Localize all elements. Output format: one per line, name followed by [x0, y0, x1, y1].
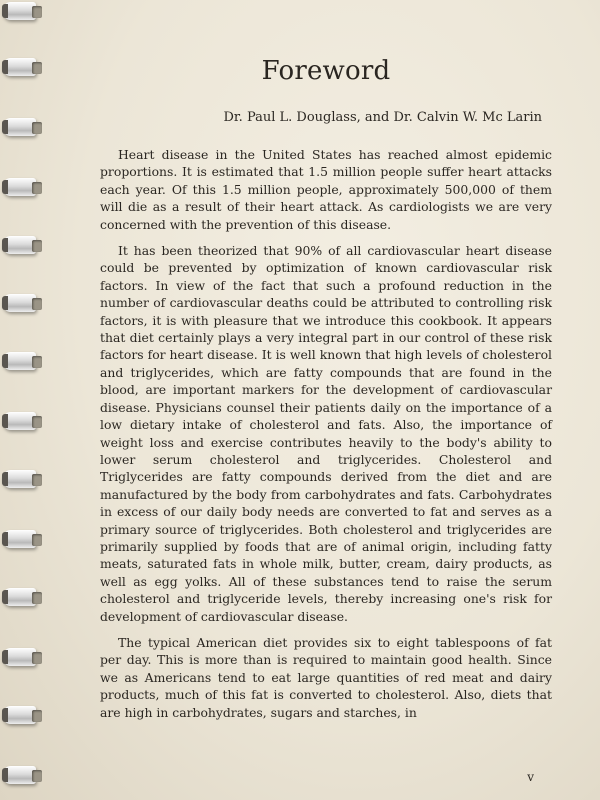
binding-ring	[2, 176, 42, 200]
paragraph-3: The typical American diet provides six to eight tablespoons of fat per day. This is more than is required to maintain good health. Since we as Americans tend to eat large quantities of red meat and dairy products, much of this fat is converted to cholesterol. Also, diets that are high in carbohydrates, sugars and starches, in	[100, 634, 552, 720]
binding-ring	[2, 350, 42, 374]
foreword-body	[100, 146, 552, 730]
binding-ring	[2, 0, 42, 24]
binding-ring	[2, 292, 42, 316]
binding-ring	[2, 410, 42, 434]
binding-ring	[2, 468, 42, 492]
binding-ring	[2, 764, 42, 788]
spiral-binding	[0, 0, 50, 800]
binding-ring	[2, 646, 42, 670]
binding-ring	[2, 116, 42, 140]
binding-ring	[2, 586, 42, 610]
paragraph-1: Heart disease in the United States has reached almost epidemic proportions. It is estimated that 1.5 million people suffer heart attacks each year. Of this 1.5 million people, approximately 500,000 of them will die as a result of their heart attack. As cardiologists we are very concerned with the prevention of this disease.	[100, 147, 552, 232]
page-content	[100, 0, 552, 800]
page-title: Foreword	[261, 56, 391, 86]
binding-ring	[2, 234, 42, 258]
paragraph-2: It has been theorized that 90% of all cardiovascular heart disease could be prevented by optimization of known cardiovascular risk factors. In view of the fact that such a profound reduction in the number of cardiovascular deaths could be attributed to controlling risk factors, it is with pleasure that we introduce this cookbook. It appears that diet certainly plays a very integral part in our control of these risk factors for heart disease. It is well known that high levels of cholesterol and triglycerides, which are fatty compounds that are found in the blood, are important markers for the development of cardiovascular disease. Physicians counsel their patients daily on the importance of a low dietary intake of cholesterol and fats. Also, the importance of weight loss and exercise contributes heavily to the body's ability to lower serum cholesterol and triglycerides. Cholesterol and Triglycerides are fatty compounds derived from the diet and are manufactured by the body from carbohydrates and fats. Carbohydrates in excess of our daily body needs are converted to fat and serves as a primary source of triglycerides. Both cholesterol and triglycerides are primarily supplied by foods that are of animal origin, including fatty meats, saturated fats in whole milk, butter, cream, dairy products, as well as egg yolks. All of these substances tend to raise the serum cholesterol and triglyceride levels, thereby increasing one's risk for development of cardiovascular disease.	[100, 243, 552, 624]
binding-ring	[2, 704, 42, 728]
binding-ring	[2, 56, 42, 80]
authors-line: Dr. Paul L. Douglass, and Dr. Calvin W. Mc Larin	[223, 110, 542, 125]
binding-ring	[2, 528, 42, 552]
page-number: v	[527, 770, 534, 784]
